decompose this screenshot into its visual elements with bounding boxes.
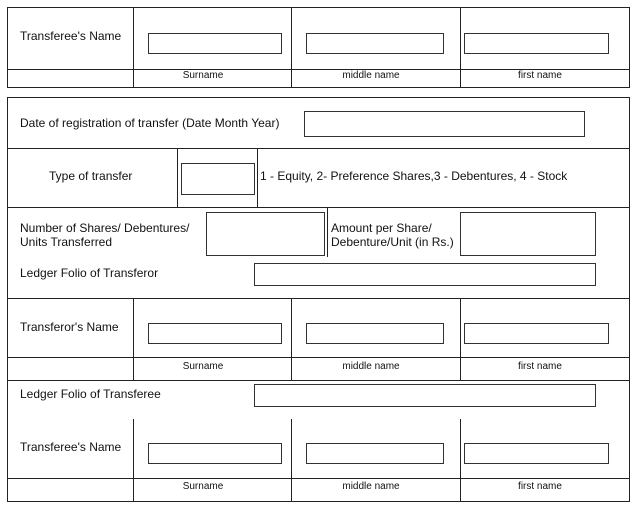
transferee-name-label-bottom: Transferee's Name (20, 440, 122, 454)
ledger-folio-transferee-field[interactable] (254, 384, 596, 407)
number-of-shares-label-line2: Units Transferred (20, 235, 113, 249)
transferee-first-name-field[interactable] (464, 33, 609, 54)
divider (7, 148, 630, 149)
ledger-folio-transferor-field[interactable] (254, 263, 596, 286)
first-name-caption: first name (518, 70, 562, 81)
divider (177, 148, 178, 207)
transferor-middle-name-field[interactable] (306, 323, 444, 344)
surname-caption: Surname (182, 481, 224, 492)
transferee-surname-field-bottom[interactable] (148, 443, 282, 464)
divider (7, 380, 630, 381)
date-of-registration-label: Date of registration of transfer (Date Month Year) (20, 116, 280, 130)
surname-caption: Surname (182, 70, 224, 81)
middle-name-caption: middle name (342, 361, 400, 372)
transferee-first-name-field-bottom[interactable] (464, 443, 609, 464)
transferee-middle-name-field[interactable] (306, 33, 444, 54)
divider (7, 207, 630, 208)
type-of-transfer-field[interactable] (181, 163, 255, 195)
divider (7, 478, 630, 479)
transferor-surname-field[interactable] (148, 323, 282, 344)
divider (7, 298, 630, 299)
date-of-registration-field[interactable] (304, 111, 585, 137)
first-name-caption: first name (518, 361, 562, 372)
ledger-folio-transferor-label: Ledger Folio of Transferor (20, 266, 159, 280)
transferee-name-label: Transferee's Name (20, 29, 122, 43)
ledger-folio-transferee-label: Ledger Folio of Transferee (20, 387, 161, 401)
number-of-shares-label: Number of Shares/ Debentures/ (20, 221, 190, 235)
divider (7, 357, 630, 358)
transferor-first-name-field[interactable] (464, 323, 609, 344)
transferee-surname-field[interactable] (148, 33, 282, 54)
type-of-transfer-label: Type of transfer (49, 169, 133, 183)
divider (257, 148, 258, 207)
transferee-middle-name-field-bottom[interactable] (306, 443, 444, 464)
amount-per-share-label-line2: Debenture/Unit (in Rs.) (331, 235, 454, 249)
transferor-name-label: Transferor's Name (20, 320, 119, 334)
first-name-caption: first name (518, 481, 562, 492)
middle-name-caption: middle name (342, 70, 400, 81)
divider (327, 207, 328, 257)
type-of-transfer-hint: 1 - Equity, 2- Preference Shares,3 - Debentures, 4 - Stock (260, 169, 568, 183)
middle-name-caption: middle name (342, 481, 400, 492)
amount-per-share-field[interactable] (460, 212, 596, 256)
amount-per-share-label: Amount per Share/ (331, 221, 432, 235)
number-of-shares-field[interactable] (206, 212, 325, 256)
surname-caption: Surname (182, 361, 224, 372)
